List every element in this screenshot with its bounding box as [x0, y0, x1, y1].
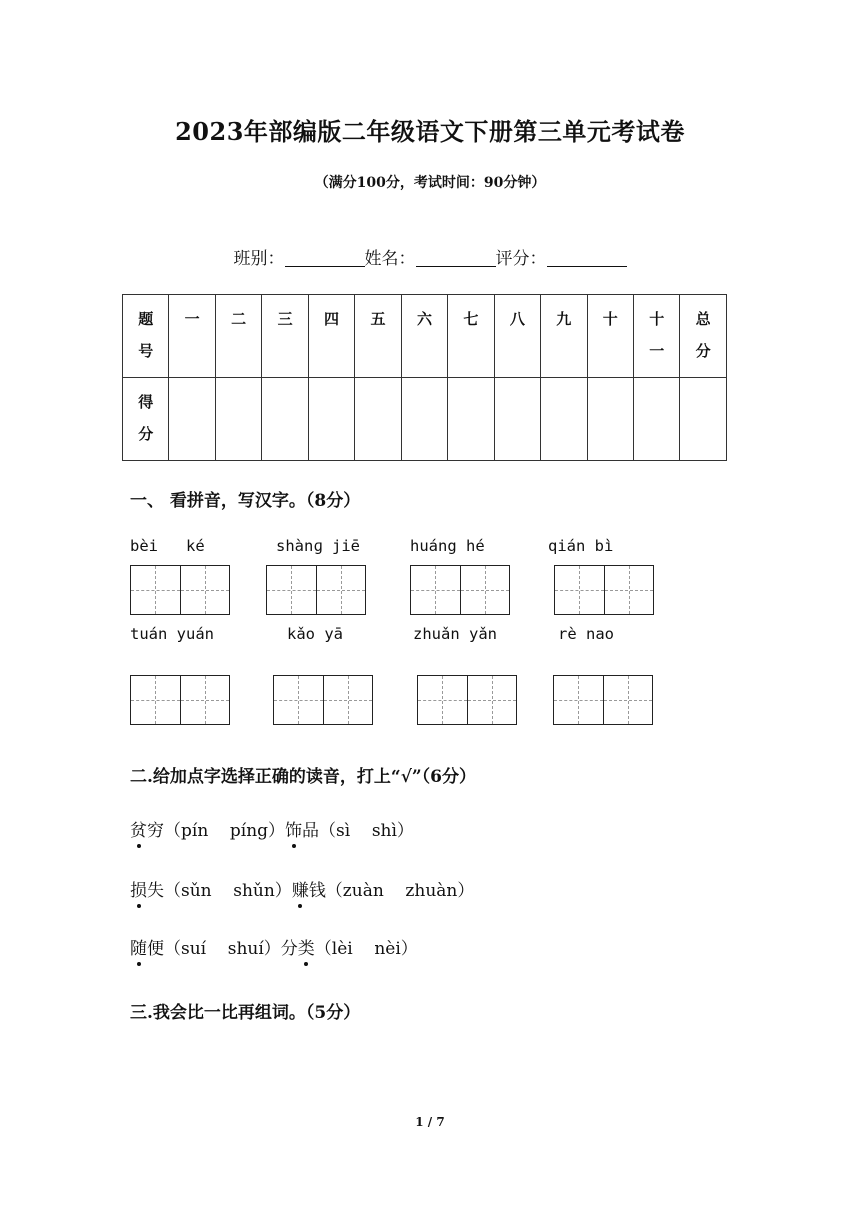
pinyin-label: rè nao [558, 625, 614, 643]
q3-heading: 三.我会比一比再组词。（5分） [130, 1003, 361, 1023]
row-header-question-number: 题 号 [123, 295, 169, 378]
pinyin-label: tuán yuán [130, 625, 214, 643]
score-label: 评分： [495, 249, 547, 269]
writing-grid[interactable] [130, 675, 230, 725]
student-info-line [0, 244, 860, 269]
dotted-char: 随 [130, 934, 147, 959]
writing-grid[interactable] [410, 565, 510, 615]
name-label: 姓名： [364, 249, 416, 269]
score-cell[interactable] [494, 378, 540, 461]
dotted-char: 饰 [285, 816, 302, 841]
column-header: 三 [262, 295, 308, 378]
writing-grid[interactable] [266, 565, 366, 615]
word-options[interactable]: 品（sì shì） [302, 821, 414, 841]
column-header: 十 [587, 295, 633, 378]
score-cell[interactable] [215, 378, 261, 461]
word-options[interactable]: （lèi nèi） [314, 939, 418, 959]
pinyin-label: bèi ké [130, 537, 205, 555]
column-header: 七 [448, 295, 494, 378]
score-table [122, 294, 727, 461]
column-header: 八 [494, 295, 540, 378]
word-options[interactable]: 失（sǔn shǔn） [147, 881, 292, 901]
class-label: 班别： [233, 249, 285, 269]
score-cell[interactable] [541, 378, 587, 461]
pinyin-label: zhuǎn yǎn [413, 625, 497, 643]
q2-line [130, 876, 474, 901]
score-row [123, 378, 727, 461]
column-header: 十 一 [633, 295, 679, 378]
score-cell[interactable] [448, 378, 494, 461]
column-header: 二 [215, 295, 261, 378]
word-options[interactable]: 钱（zuàn zhuàn） [308, 881, 475, 901]
score-blank[interactable] [547, 247, 627, 267]
pinyin-label: qián bì [548, 537, 614, 555]
q2-line [130, 816, 414, 841]
question-number-row [123, 295, 727, 378]
page-number: 1 / 7 [415, 1115, 445, 1129]
pinyin-label: kǎo yā [287, 625, 343, 643]
row-header-score: 得 分 [123, 378, 169, 461]
writing-grid[interactable] [553, 675, 653, 725]
score-cell[interactable] [169, 378, 215, 461]
page-title: 2023年部编版二年级语文下册第三单元考试卷 [175, 117, 685, 146]
pinyin-label: shànɡ jiē [276, 537, 360, 555]
column-header: 六 [401, 295, 447, 378]
score-cell[interactable] [262, 378, 308, 461]
pinyin-label: huáng hé [410, 537, 485, 555]
writing-grid[interactable] [554, 565, 654, 615]
score-cell[interactable] [401, 378, 447, 461]
column-header: 四 [308, 295, 354, 378]
score-cell[interactable] [587, 378, 633, 461]
exam-subtitle: （满分100分，考试时间：90分钟） [314, 175, 546, 191]
dotted-char: 类 [298, 934, 315, 959]
score-cell-total[interactable] [680, 378, 726, 461]
q2-line [130, 934, 418, 959]
word-options[interactable]: 穷（pín píng） [147, 821, 286, 841]
writing-grid[interactable] [130, 565, 230, 615]
plain-char: 分 [280, 939, 298, 959]
dotted-char: 贫 [130, 816, 147, 841]
writing-grid[interactable] [417, 675, 517, 725]
dotted-char: 损 [130, 876, 147, 901]
writing-grid[interactable] [273, 675, 373, 725]
word-options[interactable]: 便（suí shuí） [147, 939, 281, 959]
score-cell[interactable] [633, 378, 679, 461]
column-header: 一 [169, 295, 215, 378]
column-header: 九 [541, 295, 587, 378]
q2-heading: 二.给加点字选择正确的读音，打上“√”（6分） [130, 767, 476, 787]
score-cell[interactable] [355, 378, 401, 461]
score-cell[interactable] [308, 378, 354, 461]
dotted-char: 赚 [292, 876, 309, 901]
name-blank[interactable] [416, 247, 496, 267]
q1-heading: 一、 看拼音，写汉字。（8分） [130, 491, 361, 511]
class-blank[interactable] [285, 247, 365, 267]
column-header: 五 [355, 295, 401, 378]
column-header-total: 总 分 [680, 295, 726, 378]
